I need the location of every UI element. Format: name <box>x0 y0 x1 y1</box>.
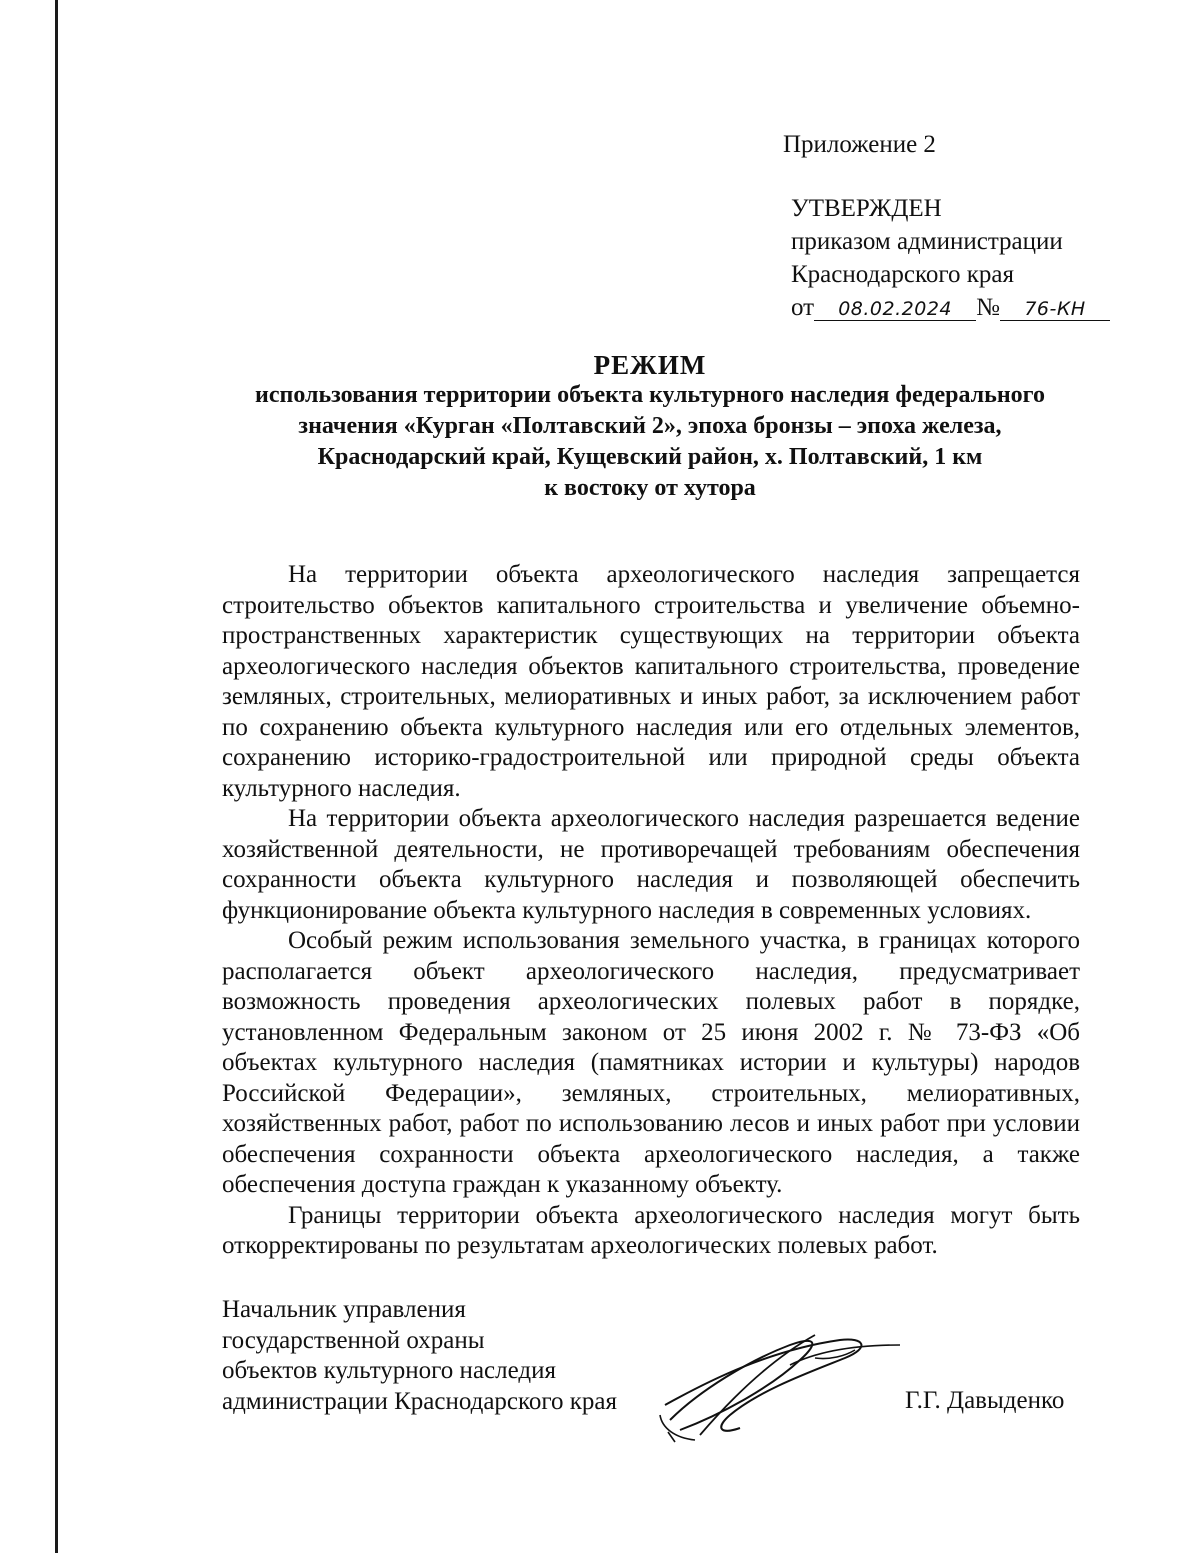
signatory-position <box>222 1295 617 1417</box>
position-line-4: администрации Краснодарского края <box>222 1387 618 1415</box>
page-left-edge <box>55 0 58 1553</box>
subtitle-line-4: к востоку от хутора <box>544 475 756 501</box>
approval-line-1: приказом администрации <box>791 228 1063 255</box>
paragraph-special-regime: Особый режим использования земельного участка, в границах которого располагается объект археологического наследия, предусматривает возможность проведения археологических полевых работ в порядке, установленном Федеральным законом от 25 июня 2002 г. № 73-ФЗ «Об объектах культурного наследия (памятниках истории и культуры) народов Российской Федерации», земляных, строительных, мелиоративных, хозяйственных работ, работ по использованию лесов и иных работ при условии обеспечения сохранности объекта археологического наследия, а также обеспечения доступа граждан к указанному объекту. <box>222 927 1080 1198</box>
paragraph-prohibition: На территории объекта археологического наследия запрещается строительство объектов капитального строительства и увеличение объемно-пространственных характеристик существующих на территории объекта археологического наследия объектов капитального строительства, проведение земляных, строительных, мелиоративных и иных работ, за исключением работ по сохранению объекта культурного наследия или его отдельных элементов, сохранению историко-градостроительной или природной среды объекта культурного наследия. <box>222 561 1080 802</box>
signatory-name: Г.Г. Давыденко <box>905 1387 1065 1414</box>
subtitle-line-2: значения «Курган «Полтавский 2», эпоха бронзы – эпоха железа, <box>298 413 1002 439</box>
document-subtitle <box>215 380 1085 504</box>
paragraph-permission: На территории объекта археологического наследия разрешается ведение хозяйственной деятельности, не противоречащей требованиям обеспечения сохранности объекта культурного наследия и позволяющей обеспечить функционирование объекта культурного наследия в современных условиях. <box>222 805 1080 924</box>
approval-line-2: Краснодарского края <box>791 261 1014 288</box>
appendix-label: Приложение 2 <box>783 131 936 158</box>
number-prefix: № <box>976 294 1000 321</box>
subtitle-line-1: использования территории объекта культурного наследия федерального <box>255 382 1045 408</box>
position-line-3: объектов культурного наследия <box>222 1357 556 1384</box>
date-prefix: от <box>791 294 815 321</box>
handwritten-signature <box>640 1320 910 1450</box>
handwritten-date: 08.02.2024 <box>814 298 976 321</box>
document-title: РЕЖИМ <box>593 350 707 380</box>
paragraph-boundaries: Границы территории объекта археологического наследия могут быть откорректированы по результатам археологических полевых работ. <box>222 1201 1080 1259</box>
position-line-1: Начальник управления <box>222 1296 466 1323</box>
approval-date-line <box>791 291 1110 324</box>
handwritten-number: 76-КН <box>1000 298 1110 321</box>
subtitle-line-3: Краснодарский край, Кущевский район, х. Полтавский, 1 км <box>317 444 983 470</box>
approval-heading: УТВЕРЖДЕН <box>791 195 942 222</box>
document-body <box>222 560 1080 1262</box>
approval-stamp <box>791 192 1110 324</box>
position-line-2: государственной охраны <box>222 1326 485 1354</box>
